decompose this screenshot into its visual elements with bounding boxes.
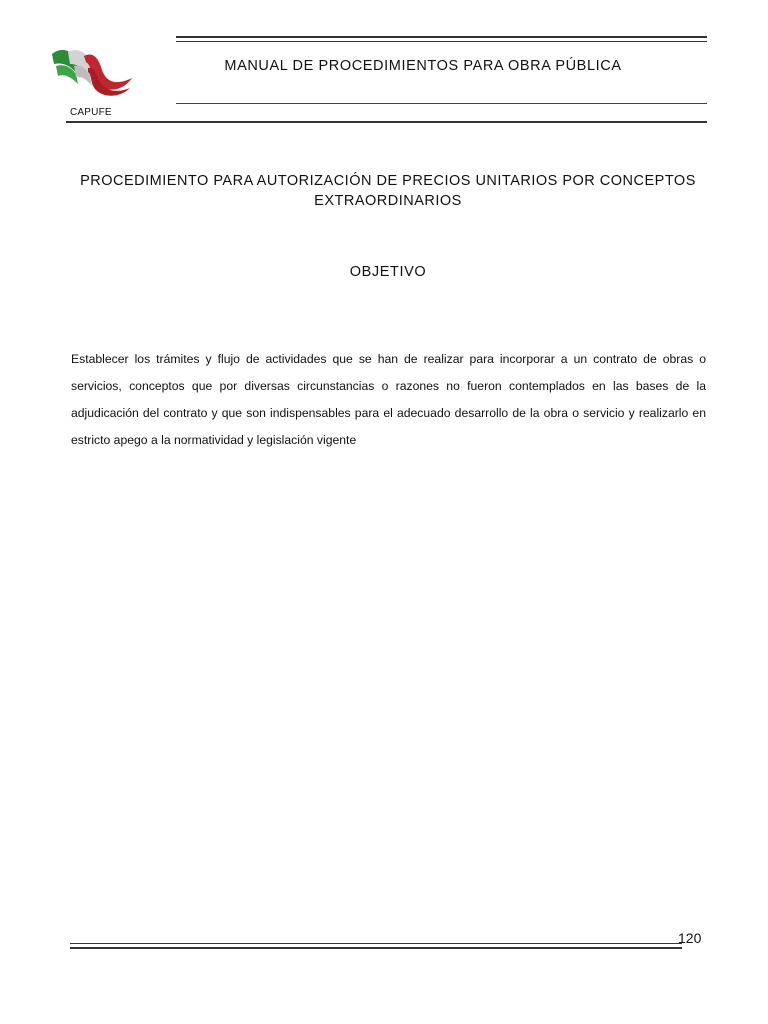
header-top-rule [176, 36, 707, 42]
manual-title: MANUAL DE PROCEDIMIENTOS PARA OBRA PÚBLICA [224, 58, 622, 74]
footer-rule [70, 943, 682, 949]
header-bottom-rule [66, 121, 707, 123]
page-number: 120 [678, 930, 702, 946]
procedure-title: PROCEDIMIENTO PARA AUTORIZACIÓN DE PRECIOS UNITARIOS POR CONCEPTOS EXTRAORDINARIOS [80, 173, 696, 209]
section-heading: OBJETIVO [349, 264, 427, 280]
header-middle-rule [176, 103, 707, 104]
capufe-logo-icon [46, 44, 136, 100]
objective-paragraph: Establecer los trámites y flujo de actividades que se han de realizar para incorporar a un contrato de obras o servicios, conceptos que por diversas circunstancias o razones no fueron contemplados en las bases de la adjudicación del contrato y que son indispensables para el adecuado desarrollo de la obra o servicio y realizarlo en estricto apego a la normatividad y legislación vigente [71, 352, 706, 447]
organization-label: CAPUFE [70, 107, 112, 118]
